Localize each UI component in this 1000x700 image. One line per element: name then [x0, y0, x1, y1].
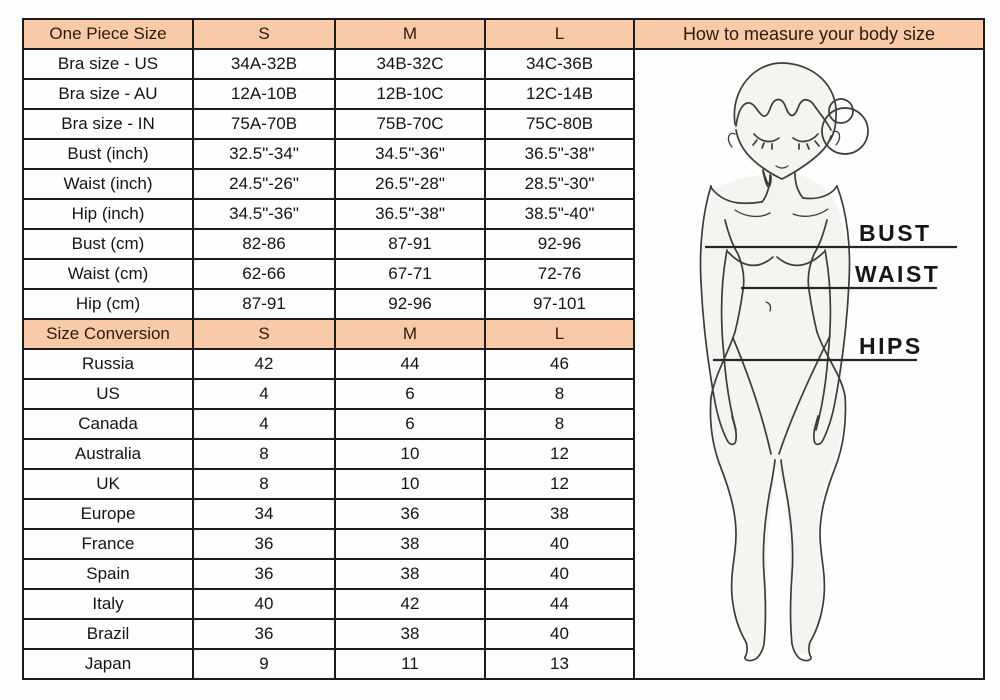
section-header-label: One Piece Size — [24, 20, 192, 48]
row-label: Bra size - US — [24, 50, 192, 78]
size-value-cell: 38 — [336, 620, 484, 648]
size-value-cell: 6 — [336, 380, 484, 408]
row-label: Australia — [24, 440, 192, 468]
size-value-cell: 44 — [336, 350, 484, 378]
size-value-cell: 97-101 — [486, 290, 633, 318]
size-value-cell: 12C-14B — [486, 80, 633, 108]
size-value-cell: 72-76 — [486, 260, 633, 288]
size-value-cell: 87-91 — [336, 230, 484, 258]
size-value-cell: 32.5"-34" — [194, 140, 334, 168]
size-value-cell: 8 — [486, 410, 633, 438]
bust-label: BUST — [859, 220, 932, 246]
size-value-cell: 9 — [194, 650, 334, 678]
row-label: Spain — [24, 560, 192, 588]
size-value-cell: 11 — [336, 650, 484, 678]
size-value-cell: 12 — [486, 440, 633, 468]
size-grid — [22, 18, 985, 680]
size-value-cell: 40 — [486, 620, 633, 648]
size-value-cell: 40 — [486, 530, 633, 558]
size-value-cell: 67-71 — [336, 260, 484, 288]
size-column-header: L — [486, 20, 633, 48]
body-measurement-sketch — [635, 50, 983, 678]
row-label: Brazil — [24, 620, 192, 648]
size-value-cell: 12B-10C — [336, 80, 484, 108]
size-value-cell: 34C-36B — [486, 50, 633, 78]
measure-figure-cell — [635, 50, 983, 678]
size-value-cell: 42 — [336, 590, 484, 618]
size-value-cell: 34A-32B — [194, 50, 334, 78]
size-value-cell: 40 — [194, 590, 334, 618]
size-value-cell: 38.5"-40" — [486, 200, 633, 228]
size-value-cell: 34B-32C — [336, 50, 484, 78]
row-label: Hip (inch) — [24, 200, 192, 228]
size-value-cell: 10 — [336, 440, 484, 468]
row-label: Europe — [24, 500, 192, 528]
size-column-header: M — [336, 320, 484, 348]
size-value-cell: 87-91 — [194, 290, 334, 318]
size-value-cell: 92-96 — [336, 290, 484, 318]
size-value-cell: 4 — [194, 380, 334, 408]
size-value-cell: 8 — [194, 470, 334, 498]
row-label: Bra size - AU — [24, 80, 192, 108]
size-value-cell: 38 — [336, 560, 484, 588]
size-value-cell: 12A-10B — [194, 80, 334, 108]
size-value-cell: 44 — [486, 590, 633, 618]
size-value-cell: 75A-70B — [194, 110, 334, 138]
size-value-cell: 34.5"-36" — [194, 200, 334, 228]
size-value-cell: 38 — [486, 500, 633, 528]
size-value-cell: 8 — [486, 380, 633, 408]
size-value-cell: 46 — [486, 350, 633, 378]
size-value-cell: 36 — [194, 620, 334, 648]
left-ear — [728, 133, 735, 147]
size-value-cell: 75B-70C — [336, 110, 484, 138]
size-value-cell: 38 — [336, 530, 484, 558]
size-value-cell: 8 — [194, 440, 334, 468]
row-label: Italy — [24, 590, 192, 618]
size-value-cell: 4 — [194, 410, 334, 438]
waist-label: WAIST — [855, 261, 941, 287]
size-value-cell: 75C-80B — [486, 110, 633, 138]
size-value-cell: 36 — [194, 560, 334, 588]
row-label: Waist (cm) — [24, 260, 192, 288]
size-value-cell: 92-96 — [486, 230, 633, 258]
size-value-cell: 42 — [194, 350, 334, 378]
size-value-cell: 26.5"-28" — [336, 170, 484, 198]
size-column-header: S — [194, 20, 334, 48]
size-value-cell: 24.5"-26" — [194, 170, 334, 198]
size-value-cell: 12 — [486, 470, 633, 498]
size-value-cell: 36.5"-38" — [336, 200, 484, 228]
size-value-cell: 10 — [336, 470, 484, 498]
size-value-cell: 36.5"-38" — [486, 140, 633, 168]
size-value-cell: 36 — [194, 530, 334, 558]
row-label: Hip (cm) — [24, 290, 192, 318]
size-value-cell: 36 — [336, 500, 484, 528]
section-header-label: Size Conversion — [24, 320, 192, 348]
size-value-cell: 13 — [486, 650, 633, 678]
row-label: Japan — [24, 650, 192, 678]
size-value-cell: 62-66 — [194, 260, 334, 288]
row-label: Canada — [24, 410, 192, 438]
row-label: UK — [24, 470, 192, 498]
row-label: US — [24, 380, 192, 408]
size-column-header: L — [486, 320, 633, 348]
row-label: Russia — [24, 350, 192, 378]
row-label: Bust (cm) — [24, 230, 192, 258]
size-value-cell: 34.5"-36" — [336, 140, 484, 168]
size-column-header: M — [336, 20, 484, 48]
row-label: Waist (inch) — [24, 170, 192, 198]
row-label: France — [24, 530, 192, 558]
size-value-cell: 28.5"-30" — [486, 170, 633, 198]
size-column-header: S — [194, 320, 334, 348]
size-value-cell: 82-86 — [194, 230, 334, 258]
size-value-cell: 40 — [486, 560, 633, 588]
measure-panel-title: How to measure your body size — [635, 20, 983, 48]
row-label: Bust (inch) — [24, 140, 192, 168]
hips-label: HIPS — [859, 333, 923, 359]
row-label: Bra size - IN — [24, 110, 192, 138]
size-value-cell: 6 — [336, 410, 484, 438]
size-value-cell: 34 — [194, 500, 334, 528]
